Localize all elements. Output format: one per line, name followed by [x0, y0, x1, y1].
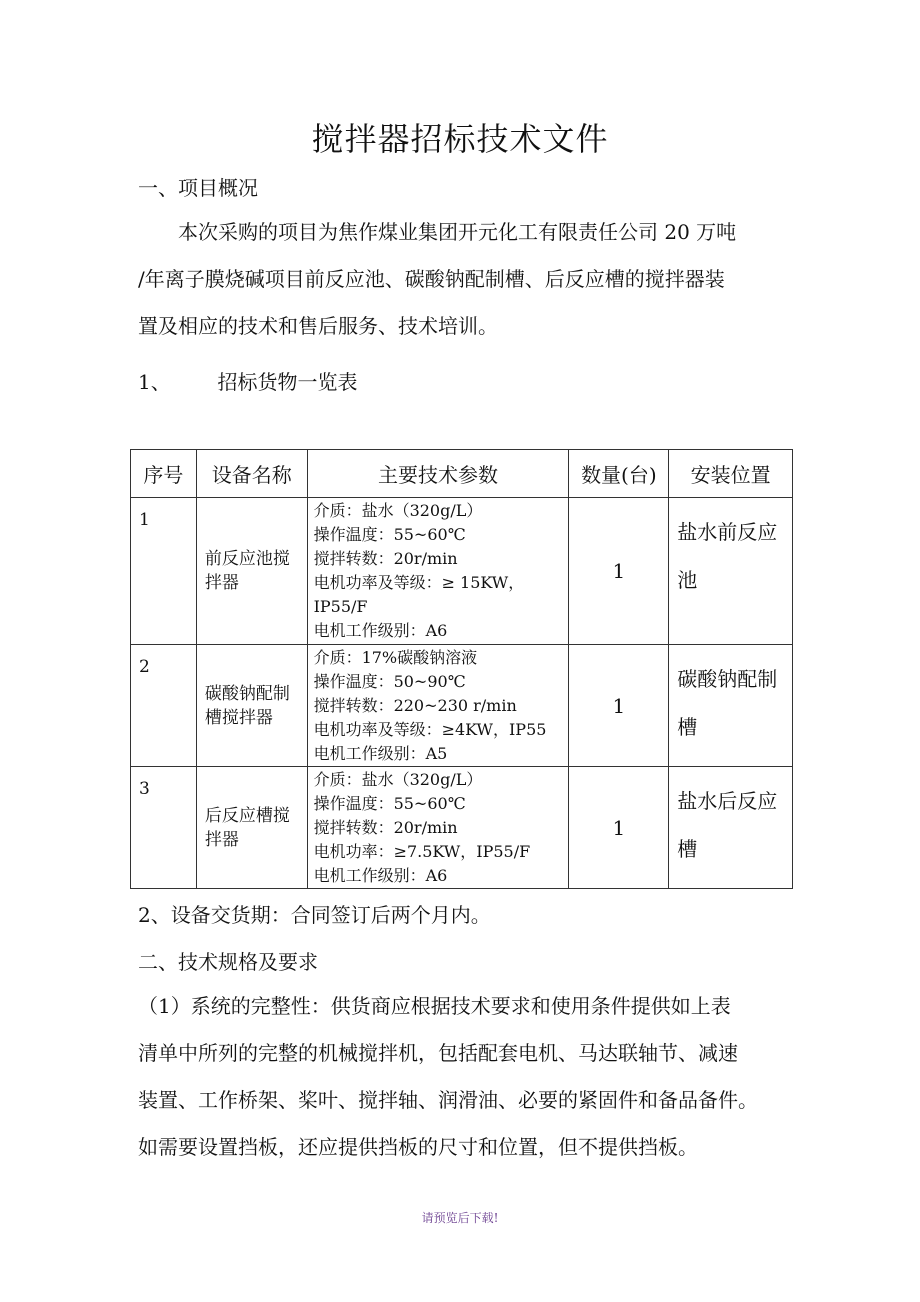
- goods-list-title: 招标货物一览表: [217, 370, 358, 394]
- table-header-row: [131, 450, 793, 498]
- header-cell: 安装位置: [669, 450, 793, 498]
- header-cell: 主要技术参数: [307, 450, 569, 498]
- install-location: 碳酸钠配制 槽: [669, 645, 793, 767]
- quantity: 1: [569, 767, 669, 889]
- goods-list-number: 1、: [138, 370, 171, 394]
- row-index: 1: [131, 498, 197, 645]
- technical-params: 介质：盐水（320g/L） 操作温度：55~60℃ 搅拌转数：20r/min 电机功率及等级：≥ 15KW， IP55/F 电机工作级别：A6: [307, 498, 569, 645]
- goods-table: [130, 449, 793, 889]
- table-row: [131, 767, 793, 889]
- download-footer: 请预览后下载!: [421, 1211, 499, 1225]
- install-location: 盐水后反应 槽: [669, 767, 793, 889]
- requirement-line: 清单中所列的完整的机械搅拌机，包括配套电机、马达联轴节、减速: [138, 1041, 738, 1065]
- requirement-line: （1）系统的完整性：供货商应根据技术要求和使用条件提供如上表: [138, 994, 731, 1018]
- delivery-period: 2、设备交货期：合同签订后两个月内。: [138, 903, 491, 927]
- document-title: 搅拌器招标技术文件: [311, 120, 609, 158]
- equipment-name: 前反应池搅 拌器: [196, 498, 307, 645]
- requirements-paragraph: [138, 983, 788, 1171]
- equipment-name: 后反应槽搅 拌器: [196, 767, 307, 889]
- quantity: 1: [569, 645, 669, 767]
- header-cell: 设备名称: [196, 450, 307, 498]
- intro-paragraph: [138, 209, 788, 350]
- section1-heading: 一、项目概况: [138, 176, 258, 200]
- intro-line: 本次采购的项目为焦作煤业集团开元化工有限责任公司 20 万吨: [138, 220, 737, 244]
- row-index: 3: [131, 767, 197, 889]
- requirement-line: 如需要设置挡板，还应提供挡板的尺寸和位置，但不提供挡板。: [138, 1135, 698, 1159]
- requirement-line: 装置、工作桥架、桨叶、搅拌轴、润滑油、必要的紧固件和备品备件。: [138, 1088, 758, 1112]
- equipment-name: 碳酸钠配制 槽搅拌器: [196, 645, 307, 767]
- intro-line: /年离子膜烧碱项目前反应池、碳酸钠配制槽、后反应槽的搅拌器装: [138, 267, 725, 291]
- header-cell: 序号: [131, 450, 197, 498]
- intro-line: 置及相应的技术和售后服务、技术培训。: [138, 314, 498, 338]
- quantity: 1: [569, 498, 669, 645]
- section2-heading: 二、技术规格及要求: [138, 950, 318, 974]
- table-row: [131, 645, 793, 767]
- install-location: 盐水前反应 池: [669, 498, 793, 645]
- technical-params: 介质：17%碳酸钠溶液 操作温度：50~90℃ 搅拌转数：220~230 r/min 电机功率及等级：≥4KW，IP55 电机工作级别：A5: [307, 645, 569, 767]
- table-row: [131, 498, 793, 645]
- header-cell: 数量(台): [569, 450, 669, 498]
- goods-list-heading: [138, 366, 357, 395]
- technical-params: 介质：盐水（320g/L） 操作温度：55~60℃ 搅拌转数：20r/min 电机功率：≥7.5KW，IP55/F 电机工作级别：A6: [307, 767, 569, 889]
- row-index: 2: [131, 645, 197, 767]
